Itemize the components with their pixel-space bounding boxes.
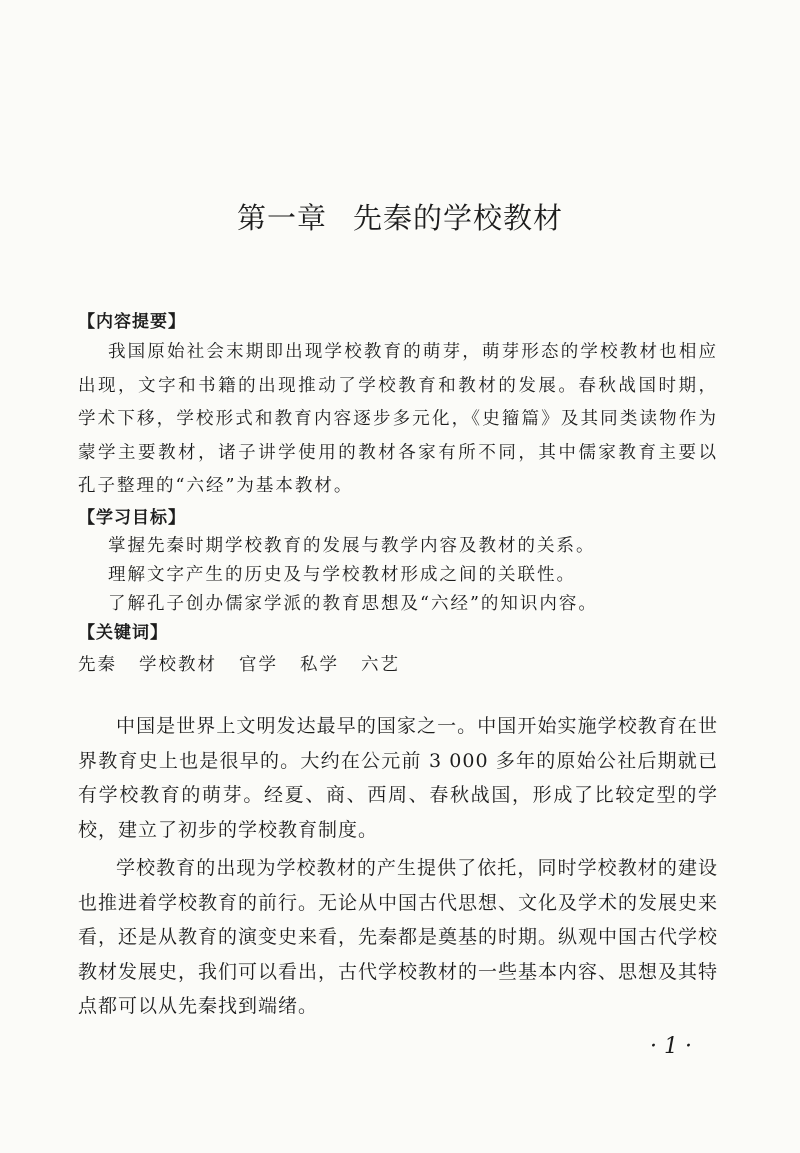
keyword: 学校教材 <box>139 654 217 675</box>
objective-item: 了解孔子创办儒家学派的教育思想及“六经”的知识内容。 <box>108 593 598 614</box>
chapter-name: 先秦的学校教材 <box>353 201 564 235</box>
body-paragraph: 中国是世界上文明发达最早的国家之一。中国开始实施学校教育在世界教育史上也是很早的。大约在公元前 3 000 多年的原始公社后期就已有学校教育的萌芽。经夏、商、西周、春秋战国，形成了比较定型的学校，建立了初步的学校教育制度。 <box>78 715 718 841</box>
summary-heading: 【内容提要】 <box>78 312 186 332</box>
objective-item: 理解文字产生的历史及与学校教材形成之间的关联性。 <box>108 564 576 585</box>
objective-item: 掌握先秦时期学校教育的发展与教学内容及教材的关系。 <box>108 535 596 556</box>
objectives-heading: 【学习目标】 <box>78 507 186 528</box>
chapter-number: 第一章 <box>236 201 327 235</box>
keyword: 私学 <box>300 654 339 675</box>
keyword: 六艺 <box>361 654 400 675</box>
body-paragraph: 学校教育的出现为学校教材的产生提供了依托，同时学校教材的建设也推进着学校教育的前行。无论从中国古代思想、文化及学术的发展史来看，还是从教育的演变史来看，先秦都是奠基的时期。纵观中国古代学校教材发展史，我们可以看出，古代学校教材的一些基本内容、思想及其特点都可以从先秦找到端绪。 <box>78 857 719 1017</box>
keywords-heading: 【关键词】 <box>78 622 168 643</box>
chapter-body <box>78 709 718 1028</box>
keywords-list <box>78 647 718 683</box>
summary-text: 我国原始社会末期即出现学校教育的萌芽，萌芽形态的学校教材也相应出现，文字和书籍的出现推动了学校教育和教材的发展。春秋战国时期，学术下移，学校形式和教育内容逐步多元化，《史籀篇》及其同类读物作为蒙学主要教材，诸子讲学使用的教材各家有所不同，其中儒家教育主要以孔子整理的“六经”为基本教材。 <box>78 342 718 496</box>
keyword: 官学 <box>239 654 278 675</box>
chapter-abstract <box>78 308 718 683</box>
keyword: 先秦 <box>78 654 117 675</box>
chapter-title <box>0 196 800 237</box>
page-number: · 1 · <box>650 1034 692 1059</box>
